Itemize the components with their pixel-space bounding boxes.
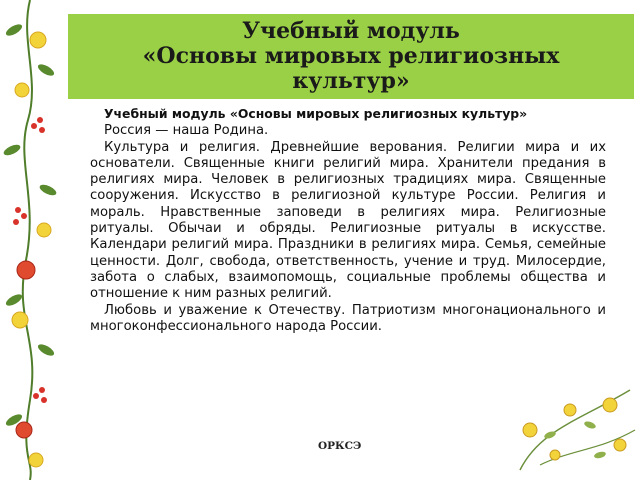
paragraph-3: Любовь и уважение к Отечеству. Патриотизм многонационального и многоконфессионального народа России. — [90, 302, 606, 334]
paragraph-1: Россия — наша Родина. — [104, 123, 269, 139]
floral-border-image — [0, 0, 62, 480]
footer-label: ОРКСЭ — [318, 440, 362, 452]
corner-flowers-image — [500, 370, 640, 480]
title-line-1: Учебный модуль — [242, 18, 460, 44]
paragraph-2: Культура и религия. Древнейшие верования. Религии мира и их основатели. Священные книги религий мира. Хранители предания в религиях мира. Человек в религиозных традициях мира. Священные сооружения. Искусство в религиозной культуре России. Религия и мораль. Нравственные заповеди в религиях мира. Религиозные ритуалы. Обычаи и обряды. Религиозные ритуалы в искусстве. Календари религий мира. Праздники в религиях мира. Семья, семейные ценности. Долг, свобода, ответственность, учение и труд. Милосердие, забота о слабых, взаимопомощь, социальные проблемы общества и отношение к ним разных религий. — [90, 139, 606, 302]
content-heading — [90, 106, 606, 123]
module-description — [90, 106, 606, 335]
content-heading-text: Учебный модуль «Основы мировых религиозных культур» — [104, 106, 528, 121]
title-line-3: культур» — [292, 68, 410, 94]
title-banner — [68, 14, 634, 99]
title-line-2: «Основы мировых религиозных — [142, 43, 560, 69]
